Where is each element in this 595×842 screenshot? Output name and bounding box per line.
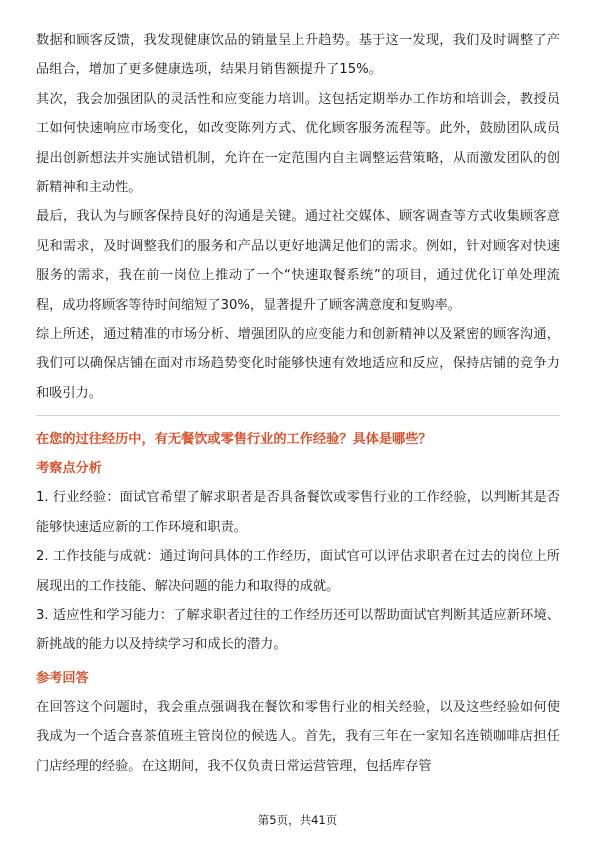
paragraph-customer-communication: 最后，我认为与顾客保持良好的沟通是关键。通过社交媒体、顾客调查等方式收集顾客意见和需求，及时调整我们的服务和产品以更好地满足他们的需求。例如，针对顾客对快速服务的需求，我在前一岗位上推动了一个“快速取餐系统”的项目，通过优化订单处理流程，成功将顾客等待时间缩短了30%，显著提升了顾客满意度和复购率。 [36,209,560,313]
page-number: 第5页，共41页 [257,813,338,827]
answer-heading: 参考回答 [36,670,89,686]
analysis-item-industry: 1. 行业经验：面试官希望了解求职者是否具备餐饮或零售行业的工作经验，以判断其是否能够快速适应新的工作环境和职责。 [36,490,560,535]
question-title: 在您的过往经历中，有无餐饮或零售行业的工作经验？具体是哪些？ [36,432,432,448]
page-content [36,26,560,781]
analysis-item-skills: 2. 工作技能与成就：通过询问具体的工作经历，面试官可以评估求职者在过去的岗位上所展现出的工作技能、解决问题的能力和取得的成就。 [36,549,560,594]
answer-text: 在回答这个问题时，我会重点强调我在餐饮和零售行业的相关经验，以及这些经验如何使我成为一个适合喜茶值班主管岗位的候选人。首先，我有三年在一家知名连锁咖啡店担任门店经理的经验。在这期间，我不仅负责日常运营管理，包括库存管 [36,699,560,774]
paragraph-summary: 综上所述，通过精准的市场分析、增强团队的应变能力和创新精神以及紧密的顾客沟通，我们可以确保店铺在面对市场趋势变化时能够快速有效地适应和反应，保持店铺的竞争力和吸引力。 [36,327,560,401]
analysis-item-adaptability: 3. 适应性和学习能力：了解求职者过往的工作经历还可以帮助面试官判断其适应新环境、新挑战的能力以及持续学习和成长的潜力。 [36,607,560,653]
analysis-heading: 考察点分析 [36,461,102,477]
paragraph-sales-trend: 数据和顾客反馈，我发现健康饮品的销量呈上升趋势。基于这一发现，我们及时调整了产品组合，增加了更多健康选项，结果月销售额提升了15%。 [36,33,560,78]
paragraph-team-training: 其次，我会加强团队的灵活性和应变能力培训。这包括定期举办工作坊和培训会，教授员工如何快速响应市场变化，如改变陈列方式、优化顾客服务流程等。此外，鼓励团队成员提出创新想法并实施试错机制，允许在一定范围内自主调整运营策略，从而激发团队的创新精神和主动性。 [36,91,560,196]
section-divider [36,415,560,416]
